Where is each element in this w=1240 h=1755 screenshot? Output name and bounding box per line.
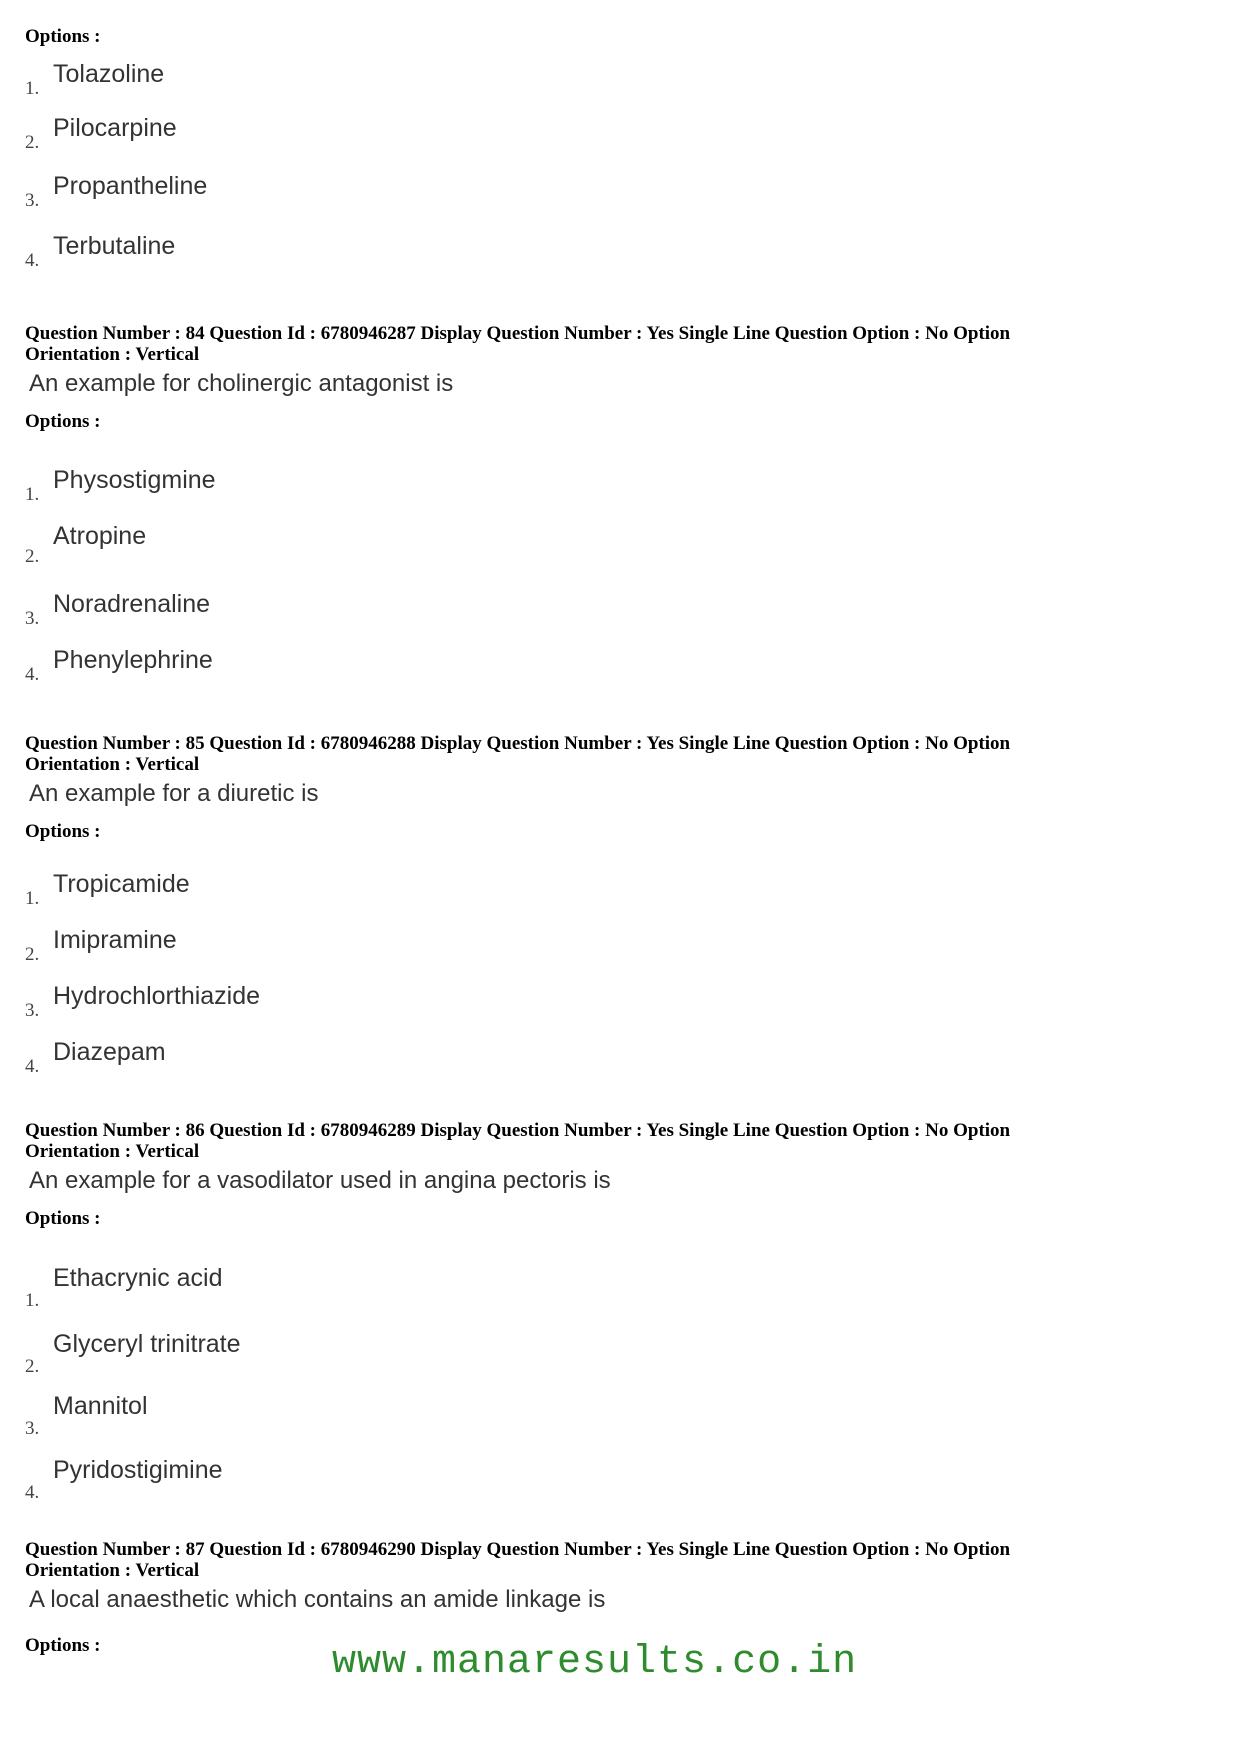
question-text: An example for a diuretic is [29, 780, 319, 807]
option-text: Atropine [53, 522, 147, 550]
question-meta-line1: Question Number : 84 Question Id : 6780946287 Display Question Number : Yes Single Line Question Option : No Option [25, 323, 1011, 344]
question-85 [25, 733, 1215, 843]
option-item [25, 1038, 625, 1078]
option-number: 1. [25, 78, 40, 99]
question-text: A local anaesthetic which contains an amide linkage is [29, 1586, 606, 1613]
option-text: Noradrenaline [53, 590, 211, 618]
option-number: 4. [25, 1056, 40, 1077]
option-number: 3. [25, 1000, 40, 1021]
option-text: Hydrochlorthiazide [53, 982, 261, 1010]
option-text: Physostigmine [53, 466, 216, 494]
option-text: Pyridostigimine [53, 1456, 223, 1484]
option-number: 3. [25, 190, 40, 211]
question-meta-line1: Question Number : 86 Question Id : 6780946289 Display Question Number : Yes Single Line Question Option : No Option [25, 1120, 1011, 1141]
question-86 [25, 1120, 1215, 1230]
question-meta-line1: Question Number : 85 Question Id : 6780946288 Display Question Number : Yes Single Line Question Option : No Option [25, 733, 1011, 754]
option-number: 4. [25, 1482, 40, 1503]
option-number: 3. [25, 608, 40, 629]
option-number: 1. [25, 888, 40, 909]
option-item [25, 466, 625, 506]
option-item [25, 114, 625, 154]
options-block-top [25, 26, 1215, 48]
option-number: 2. [25, 132, 40, 153]
question-meta-line2: Orientation : Vertical [25, 1141, 200, 1162]
option-number: 4. [25, 664, 40, 685]
option-item [25, 982, 625, 1022]
option-item [25, 646, 625, 686]
option-number: 1. [25, 484, 40, 505]
option-item [25, 590, 625, 630]
question-84 [25, 323, 1215, 433]
option-item [25, 1392, 625, 1440]
option-number: 3. [25, 1418, 40, 1439]
question-meta-line1: Question Number : 87 Question Id : 6780946290 Display Question Number : Yes Single Line Question Option : No Option [25, 1539, 1011, 1560]
option-item [25, 522, 625, 568]
option-number: 4. [25, 250, 40, 271]
option-item [25, 926, 625, 966]
question-meta-line2: Orientation : Vertical [25, 344, 200, 365]
option-text: Tolazoline [53, 60, 165, 88]
question-meta-line2: Orientation : Vertical [25, 754, 200, 775]
option-item [25, 1456, 625, 1504]
option-item [25, 870, 625, 910]
option-number: 2. [25, 944, 40, 965]
option-item [25, 232, 625, 272]
option-text: Terbutaline [53, 232, 176, 260]
options-label: Options : [25, 411, 101, 432]
option-text: Pilocarpine [53, 114, 177, 142]
option-text: Glyceryl trinitrate [53, 1330, 241, 1358]
question-meta-line2: Orientation : Vertical [25, 1560, 200, 1581]
option-text: Diazepam [53, 1038, 166, 1066]
option-text: Tropicamide [53, 870, 190, 898]
footer-url: www.manaresults.co.in [332, 1640, 858, 1685]
question-text: An example for cholinergic antagonist is [29, 370, 454, 397]
option-item [25, 1264, 625, 1312]
option-text: Propantheline [53, 172, 208, 200]
option-number: 1. [25, 1290, 40, 1311]
option-text: Imipramine [53, 926, 177, 954]
option-item [25, 172, 625, 212]
options-label: Options : [25, 1208, 101, 1229]
question-text: An example for a vasodilator used in angina pectoris is [29, 1167, 611, 1194]
option-item [25, 1330, 625, 1378]
option-text: Mannitol [53, 1392, 148, 1420]
options-label: Options : [25, 26, 101, 47]
options-label: Options : [25, 1635, 101, 1656]
option-number: 2. [25, 546, 40, 567]
options-label: Options : [25, 821, 101, 842]
option-number: 2. [25, 1356, 40, 1377]
option-text: Phenylephrine [53, 646, 213, 674]
option-text: Ethacrynic acid [53, 1264, 223, 1292]
option-item [25, 60, 625, 100]
